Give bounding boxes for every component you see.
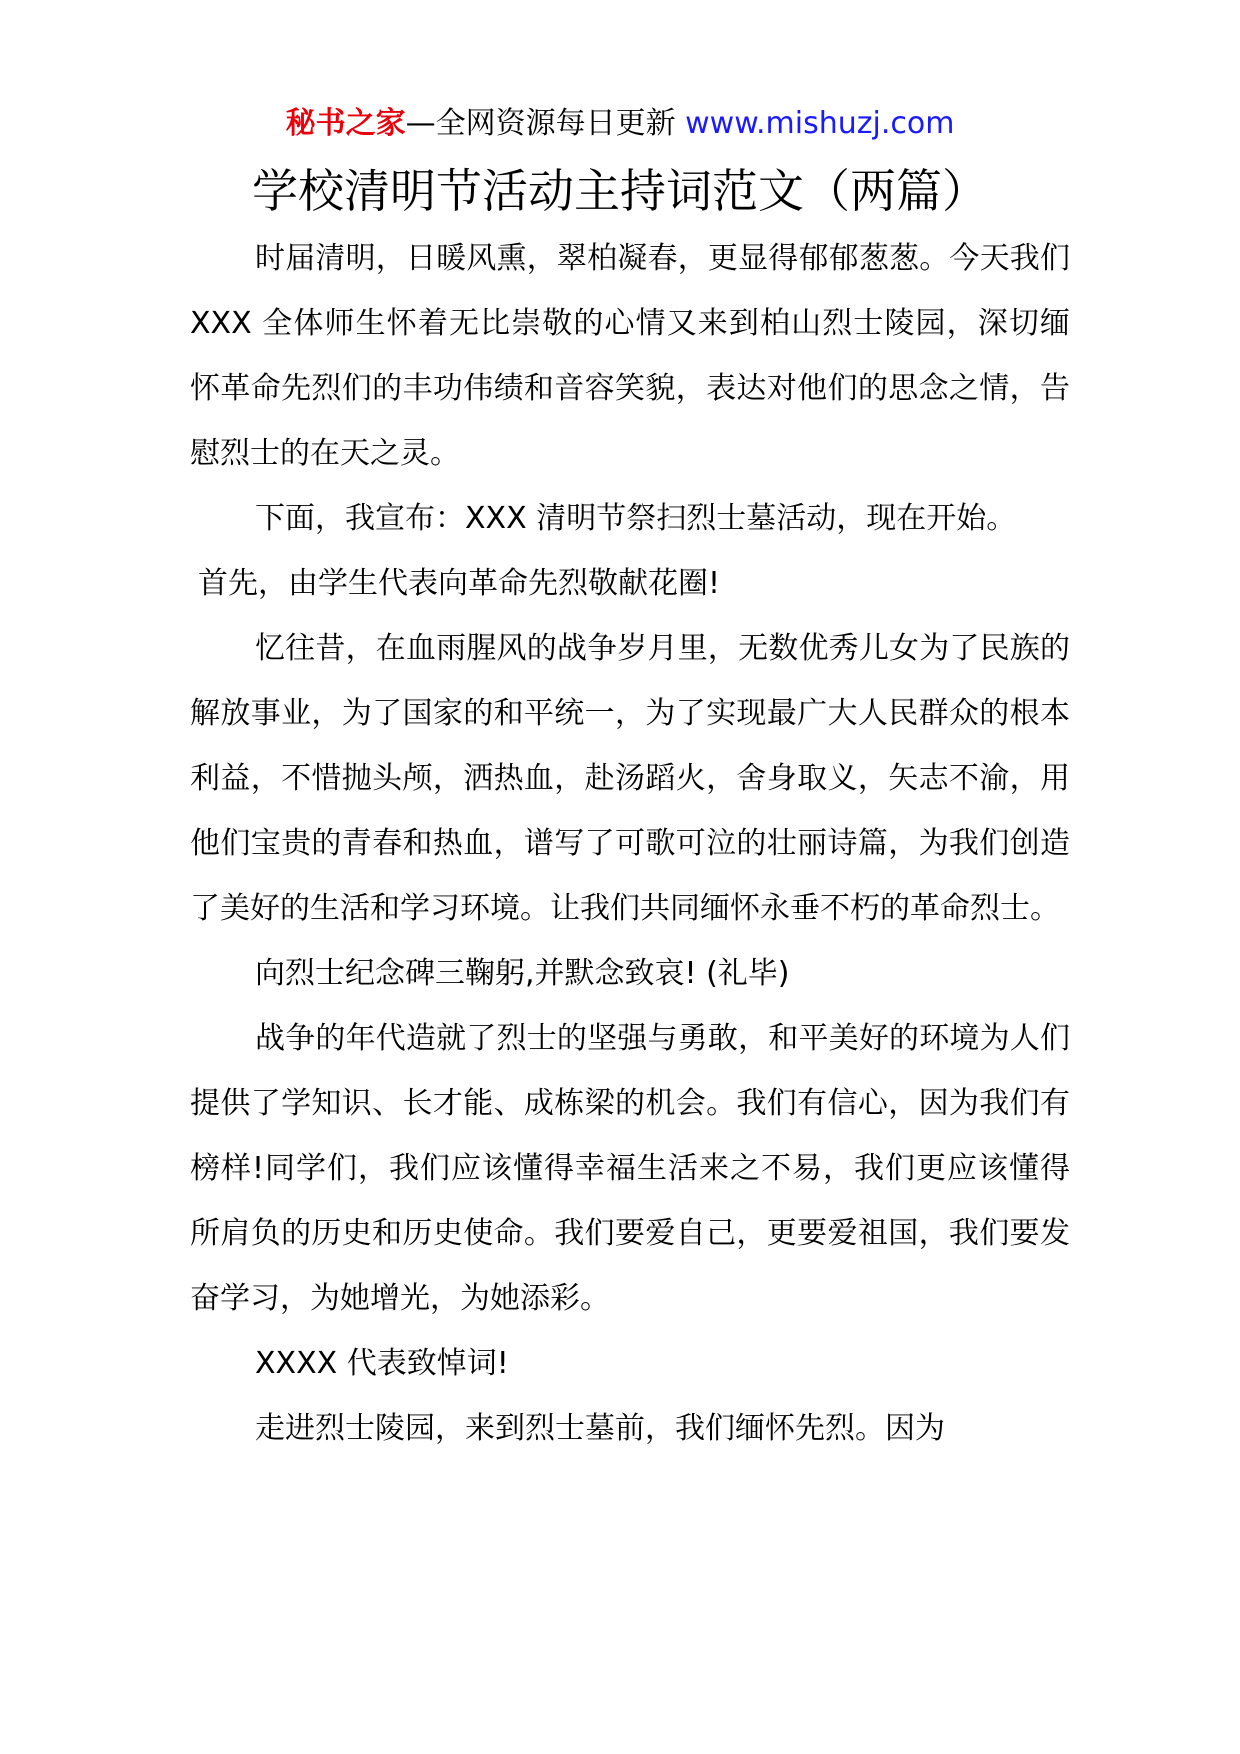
document-title: 学校清明节活动主持词范文（两篇） <box>252 164 988 218</box>
paragraph-announcement: 下面，我宣布：XXX 清明节祭扫烈士墓活动，现在开始。 <box>255 501 1017 536</box>
paragraph-opening: 时届清明，日暖风熏，翠柏凝春，更显得郁郁葱葱。今天我们 XXX 全体师生怀着无比崇敬的心情又来到柏山烈士陵园，深切缅怀革命先烈们的丰功伟绩和音容笑貌，表达对他们的思念之情，告慰烈士的在天之灵。 <box>190 241 1070 471</box>
paragraph-eulogy: XXXX 代表致悼词! <box>255 1346 509 1381</box>
site-tagline: 全网资源每日更新 <box>435 106 676 141</box>
paragraph-wreath: 首先，由学生代表向革命先烈敬献花圈! <box>198 566 721 601</box>
paragraph-bow: 向烈士纪念碑三鞠躬,并默念致哀! (礼毕) <box>255 956 790 991</box>
site-url-link[interactable]: www.mishuzj.com <box>685 106 955 141</box>
paragraph-peace: 战争的年代造就了烈士的坚强与勇敢，和平美好的环境为人们提供了学知识、长才能、成栋梁的机会。我们有信心，因为我们有榜样!同学们，我们应该懂得幸福生活来之不易，我们更应该懂得所肩负的历史和历史使命。我们要爱自己，更要爱祖国，我们要发奋学习，为她增光，为她添彩。 <box>190 1021 1070 1316</box>
paragraph-remembrance: 忆往昔，在血雨腥风的战争岁月里，无数优秀儿女为了民族的解放事业，为了国家的和平统一，为了实现最广大人民群众的根本利益，不惜抛头颅，洒热血，赴汤蹈火，舍身取义，矢志不渝，用他们宝贵的青春和热血，谱写了可歌可泣的壮丽诗篇，为我们创造了美好的生活和学习环境。让我们共同缅怀永垂不朽的革命烈士。 <box>190 631 1070 926</box>
paragraph-closing: 走进烈士陵园，来到烈士墓前，我们缅怀先烈。因为 <box>255 1411 945 1446</box>
site-brand: 秘书之家 <box>285 106 406 141</box>
document-body <box>190 226 1070 1461</box>
header-separator: — <box>405 106 436 141</box>
site-header <box>0 100 1240 148</box>
